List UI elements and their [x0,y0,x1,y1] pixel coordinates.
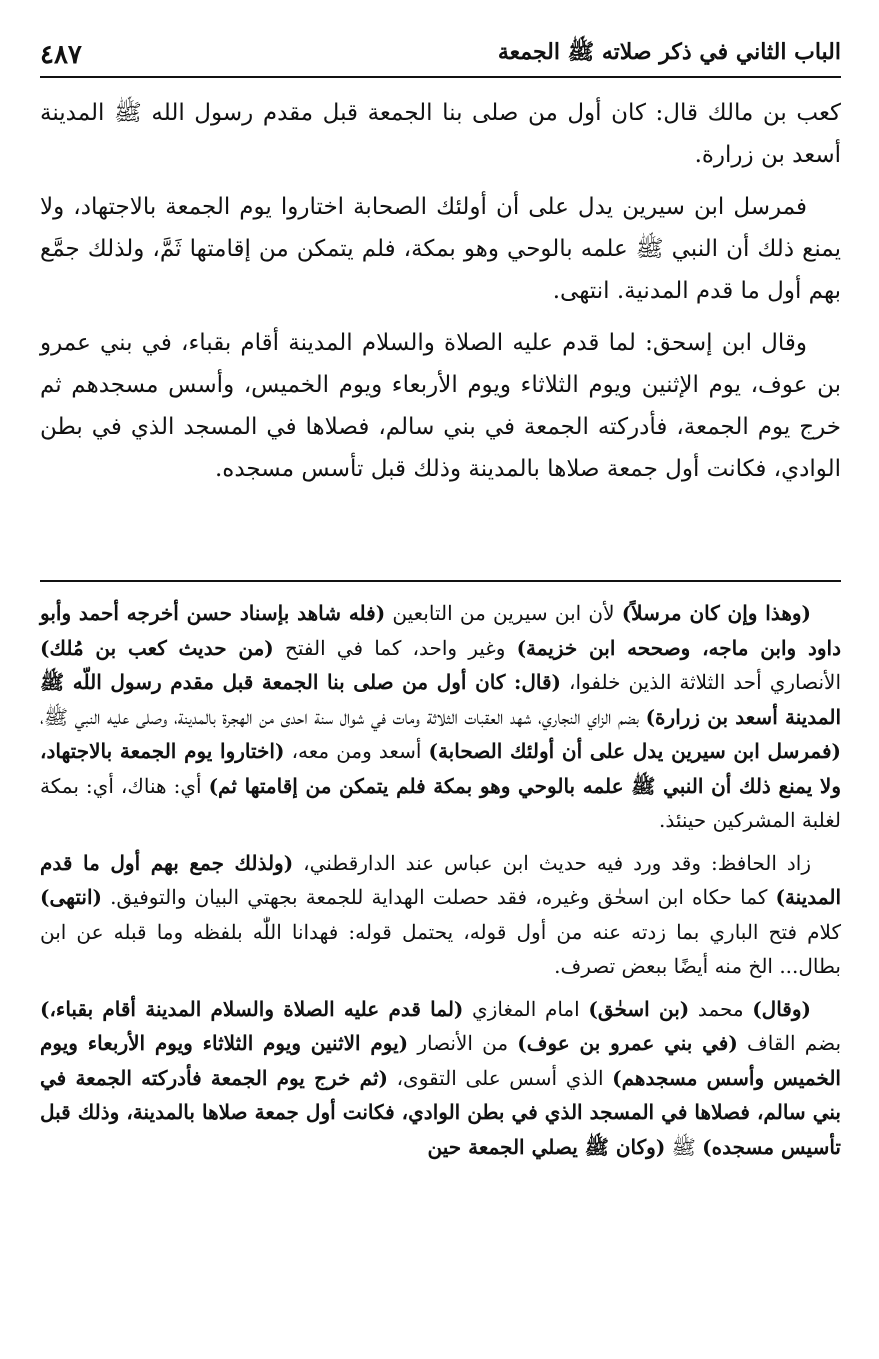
quoted-text: (اختاروا يوم الجمعة بالاجتهاد، ولا يمنع ذلك أن النبي ﷺ علمه بالوحي وهو بمكة فلم يتمكن من إقامتها ثم) [40,739,842,798]
main-paragraph-1: كعب بن مالك قال: كان أول من صلى بنا الجمعة قبل مقدم رسول الله ﷺ المدينة أسعد بن زرارة. [40,100,841,168]
running-title: الباب الثاني في ذكر صلاته ﷺ الجمعة [497,39,841,65]
quoted-text: (بن اسحٰق) [588,996,690,1021]
commentary-text: الأنصاري أحد الثلاثة الذين خلفوا، [561,670,841,694]
commentary-separator [40,580,841,582]
running-header [40,34,841,78]
quoted-text: (وكان ﷺ يصلي الجمعة حين [427,1134,666,1159]
commentary-paragraph-3 [40,992,841,1165]
quoted-text: (لما قدم عليه الصلاة والسلام المدينة أقام بقباء،) [40,996,464,1021]
commentary-text: امام المغازي [463,996,589,1021]
quoted-text: (يوم الاثنين ويوم الثلاثاء ويوم الأربعاء ويوم الخميس وأسس مسجدهم) [40,1031,841,1090]
quoted-text: (في بني عمرو بن عوف) [517,1031,738,1055]
commentary-text: الذي أسس على التقوى، [387,1065,613,1090]
quoted-text: (انتهى) [40,885,102,909]
quoted-text: (وقال) [752,996,811,1021]
commentary-text: محمد [689,996,753,1021]
quoted-text: (ثم خرج يوم الجمعة فأدركته الجمعة في بني سالم، فصلاها في المسجد الذي في بطن الوادي، فكانت أول جمعة صلاها بالمدينة، وذلك قبل تأسيس مسجده) [40,1065,841,1159]
commentary-text: أسعد ومن معه، [284,739,429,763]
commentary-text: من الأنصار [408,1031,518,1055]
commentary-paragraph-2 [40,846,841,984]
commentary-text: لأن ابن سيرين من التابعين [385,601,622,625]
page-number: ٤٨٧ [40,40,82,70]
commentary-text: كما حكاه ابن اسحٰق وغيره، فقد حصلت الهداية للجمعة بجهتي البيان والتوفيق. [101,885,776,909]
commentary-text: زاد الحافظ: وقد ورد فيه حديث ابن عباس عند الدارقطني، [293,850,811,875]
quoted-text: (من حديث كعب بن مُلك) [40,635,274,660]
commentary-text: أي: هناك، أي: بمكة لغلبة المشركين حينئذ. [40,773,841,832]
commentary-paragraph-1 [40,596,841,838]
commentary [40,596,841,1172]
commentary-text: كلام فتح الباري بما زدته عنه من أول قوله، يحتمل قوله: فهدانا اللّٰه بلفظه وما قبله عن ابن بطال... الخ منه أيضًا ببعض تصرف. [40,919,841,978]
quoted-text: (فمرسل ابن سيرين يدل على أن أولئك الصحابة) [428,739,842,763]
quoted-text: (فله شاهد بإسناد حسن أخرجه أحمد وأبو داود وابن ماجه، وصححه ابن خزيمة) [40,601,841,660]
commentary-text: ﷺ [665,1134,703,1159]
commentary-text: بضم الزاي النجاري، شهد العقبات الثلاثة ومات في شوال سنة احدى من الهجرة بالمدينة، وصلى عليه النبي ﷺ، [40,704,646,729]
quoted-text: (ولذلك جمع بهم أول ما قدم المدينة) [40,850,841,909]
commentary-text: بضم القاف [737,1031,842,1055]
commentary-text: وغير واحد، كما في الفتح [273,635,517,660]
main-paragraph-3: وقال ابن إسحق: لما قدم عليه الصلاة والسلام المدينة أقام بقباء، في بني عمرو بن عوف، يوم الإثنين ويوم الثلاثاء ويوم الأربعاء ويوم الخميس، وأسس مسجدهم ثم خرج يوم الجمعة، فأدركته الجمعة في بني سالم، فصلاها في المسجد الذي في بطن الوادي، فكانت أول جمعة صلاها بالمدينة وذلك قبل تأسس مسجده. [40,330,841,482]
quoted-text: (قال: كان أول من صلى بنا الجمعة قبل مقدم رسول اللّه ﷺ المدينة أسعد بن زرارة) [40,670,842,729]
main-text [40,92,841,490]
quoted-text: (وهذا وإن كان مرسلاً) [621,601,811,625]
book-page [40,34,841,1334]
main-paragraph-2: فمرسل ابن سيرين يدل على أن أولئك الصحابة اختاروا يوم الجمعة بالاجتهاد، ولا يمنع ذلك أن النبي ﷺ علمه بالوحي وهو بمكة، فلم يتمكن من إقامتها ثَمَّ، ولذلك جمَّع بهم أول ما قدم المدنية. انتهى. [40,194,841,304]
